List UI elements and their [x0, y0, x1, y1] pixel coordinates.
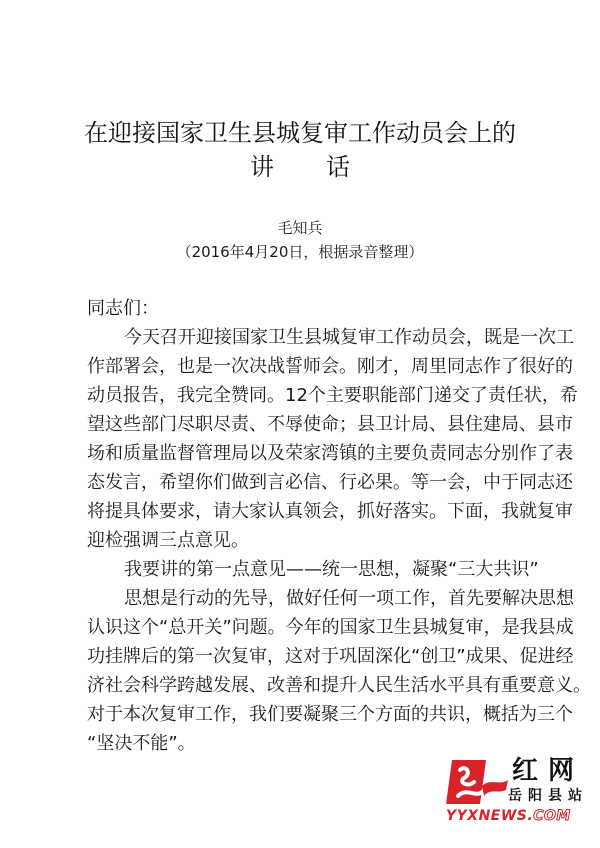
document-title: 在迎接国家卫生县城复审工作动员会上的: [84, 119, 516, 147]
section-heading: 我要讲的第一点意见——统一思想，凝聚“三大共识”: [124, 559, 539, 580]
body-line: 认识这个“总开关”问题。今年的国家卫生县城复审，是我县成: [87, 617, 574, 638]
date-note: （2016年4月20日，根据录音整理）: [176, 243, 424, 261]
logo-station-text: 岳阳县站: [508, 788, 588, 804]
body-line: 济社会科学跨越发展、改善和提升人民生活水平具有重要意义。: [87, 675, 591, 696]
document-title-line2: [0, 152, 600, 182]
body-line: 对于本次复审工作，我们要凝聚三个方面的共识，概括为三个: [87, 704, 573, 725]
body-line: 态发言，希望你们做到言必信、行必果。等一会，中于同志还: [87, 472, 573, 493]
body-line: 望这些部门尽职尽责、不辱使命；县卫计局、县住建局、县市: [87, 414, 573, 435]
body-line: 迎检强调三点意见。: [87, 530, 249, 551]
rednet-logo-icon: [446, 756, 510, 806]
document-body: [87, 294, 591, 758]
logo-url: [446, 808, 571, 824]
logo-url-main: YYXNEWS.: [446, 808, 534, 824]
body-line: 同志们：: [87, 298, 159, 319]
body-line: 思想是行动的先导，做好任何一项工作，首先要解决思想: [124, 588, 574, 609]
logo-brand-text: 红网: [512, 756, 585, 786]
title-char-2: 话: [326, 153, 350, 181]
title-char-1: 讲: [250, 153, 274, 181]
body-line: “坚决不能”。: [87, 733, 196, 754]
body-line: 将提具体要求，请大家认真领会，抓好落实。下面，我就复审: [87, 501, 573, 522]
body-line: 作部署会，也是一次决战誓师会。刚才，周里同志作了很好的: [87, 356, 573, 377]
author: 毛知兵: [277, 219, 323, 237]
body-line: 今天召开迎接国家卫生县城复审工作动员会，既是一次工: [124, 327, 574, 348]
logo-url-tld: COM: [533, 808, 571, 824]
watermark-logo: [446, 756, 596, 826]
body-line: 功挂牌后的第一次复审，这对于巩固深化“创卫”成果、促进经: [87, 646, 574, 667]
body-line: 动员报告，我完全赞同。12个主要职能部门递交了责任状，希: [87, 385, 578, 406]
body-line: 场和质量监督管理局以及荣家湾镇的主要负责同志分别作了表: [87, 443, 573, 464]
